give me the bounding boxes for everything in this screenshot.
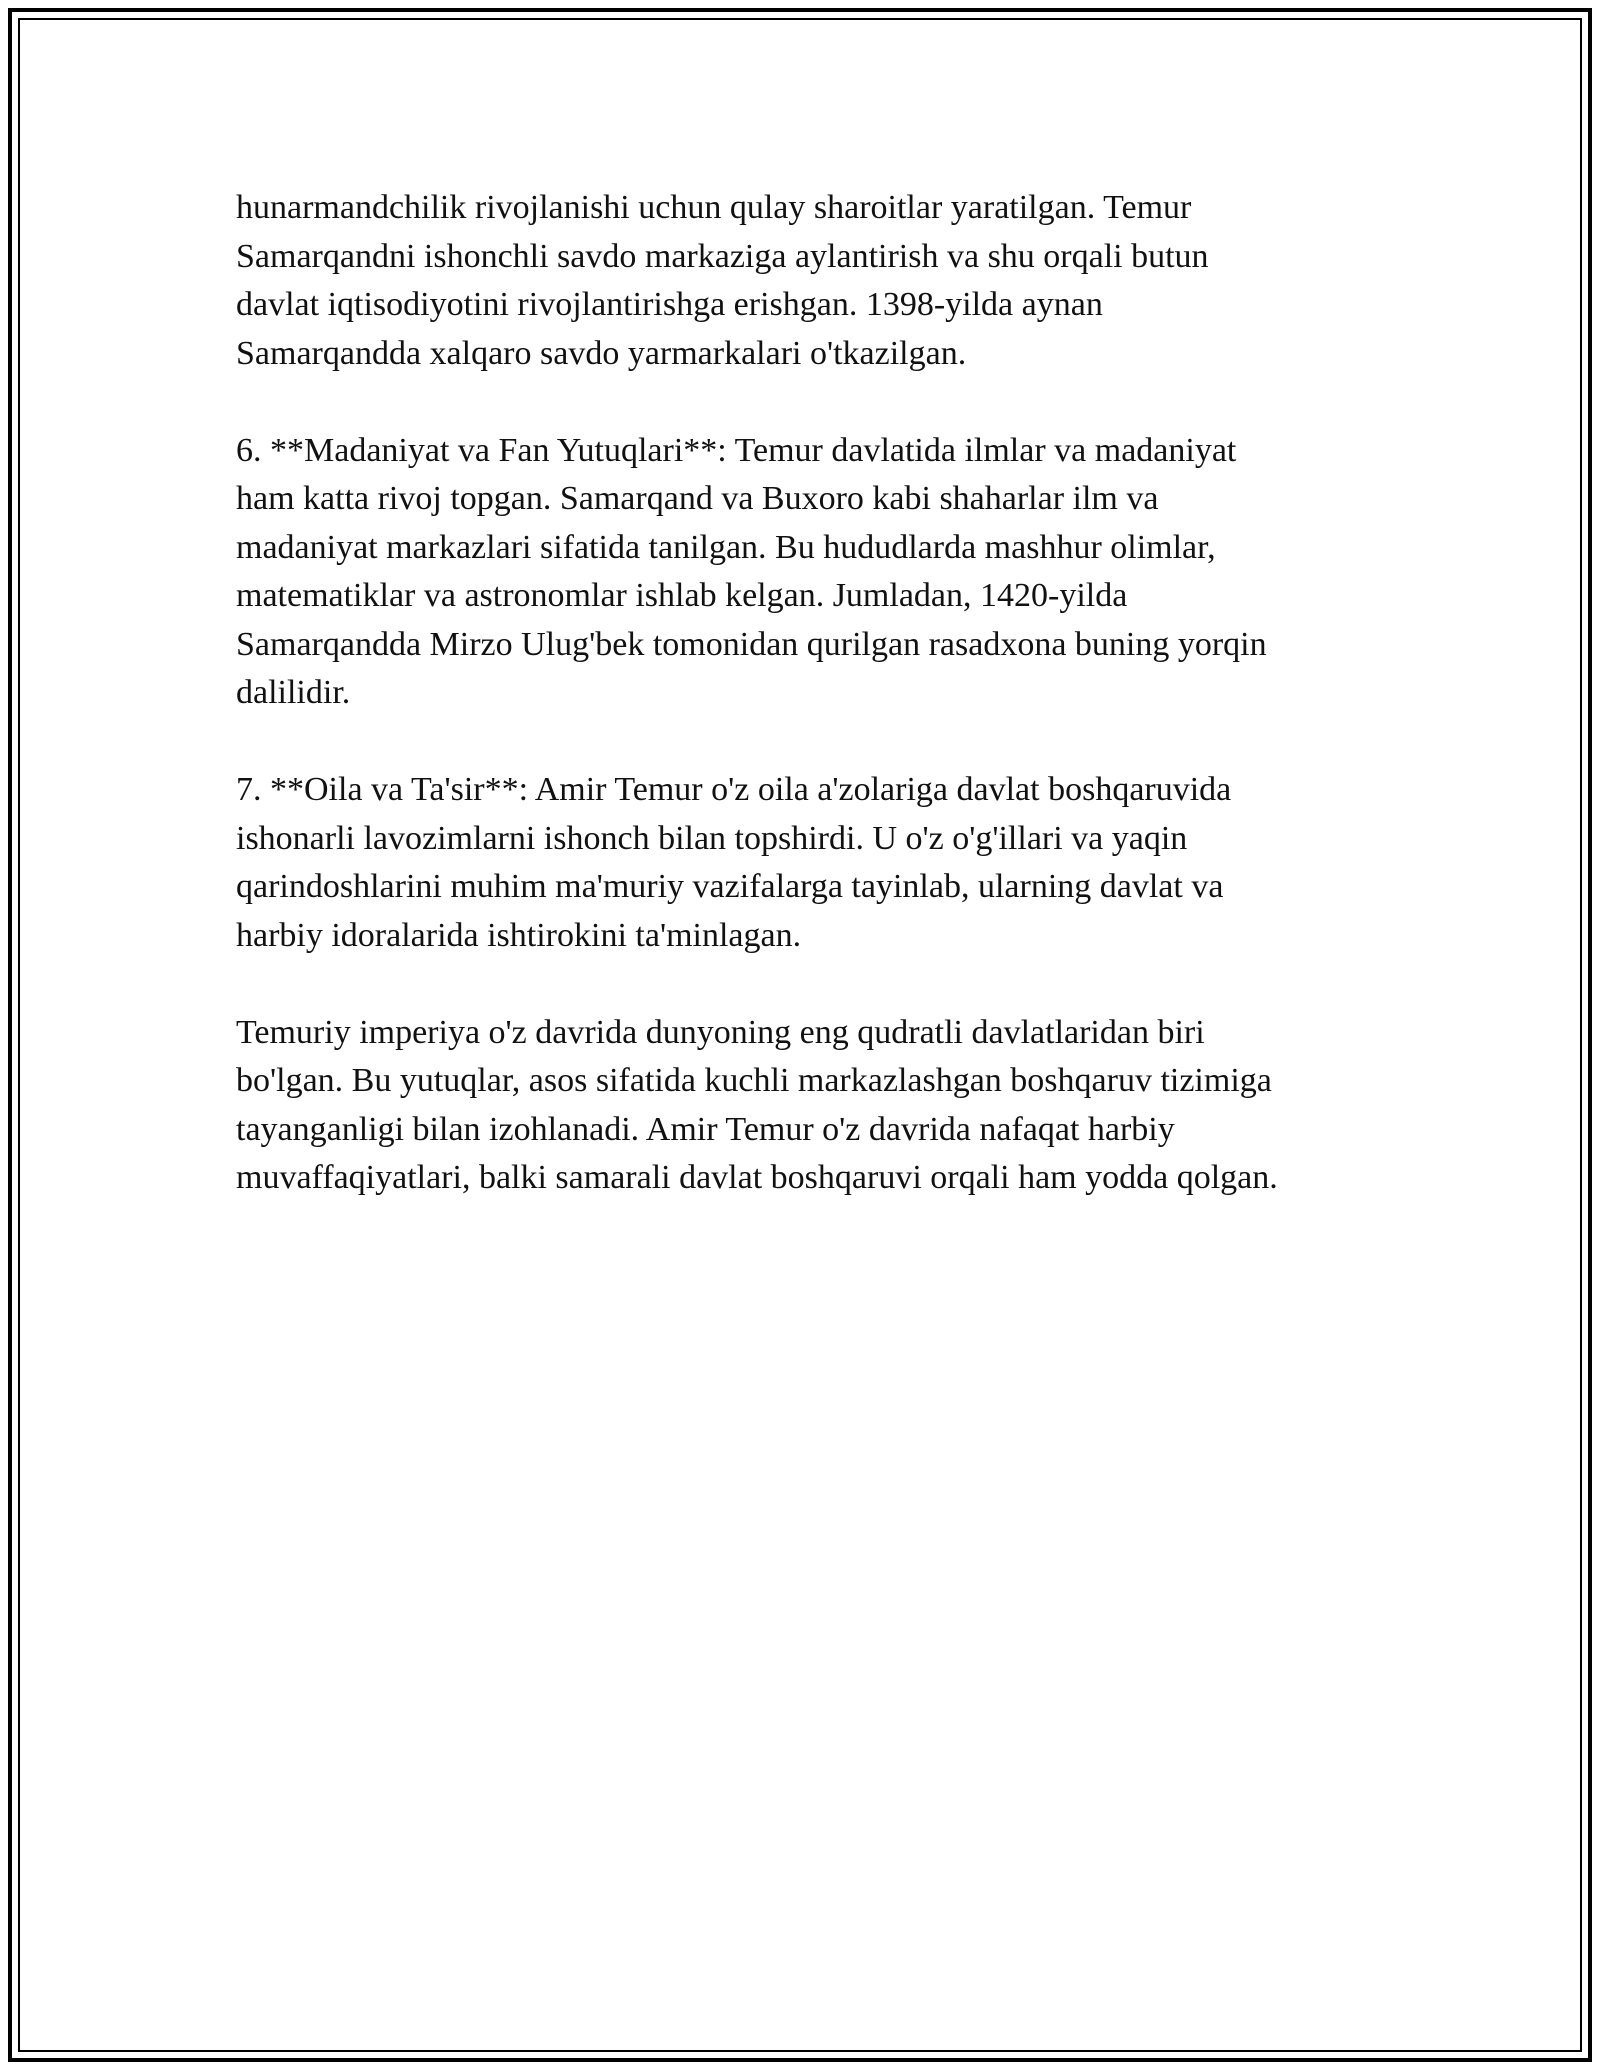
text-line: Samarqandni ishonchli savdo markaziga aylantirish va shu orqali butun xyxy=(236,237,1209,275)
paragraph-conclusion xyxy=(236,1009,1386,1203)
text-line: 6. **Madaniyat va Fan Yutuqlari**: Temur davlatida ilmlar va madaniyat xyxy=(236,431,1237,469)
paragraph-trade xyxy=(236,184,1386,378)
text-line: hunarmandchilik rivojlanishi uchun qulay sharoitlar yaratilgan. Temur xyxy=(236,189,1192,226)
document-body xyxy=(236,184,1386,1251)
text-line: ham katta rivoj topgan. Samarqand va Buxoro kabi shaharlar ilm va xyxy=(236,480,1159,517)
text-line: ishonarli lavozimlarni ishonch bilan topshirdi. U o'z o'g'illari va yaqin xyxy=(236,819,1188,857)
text-line: bo'lgan. Bu yutuqlar, asos sifatida kuchli markazlashgan boshqaruv tizimiga xyxy=(236,1062,1272,1099)
text-line: harbiy idoralarida ishtirokini ta'minlagan. xyxy=(236,916,802,954)
text-line: 7. **Oila va Ta'sir**: Amir Temur o'z oila a'zolariga davlat boshqaruvida xyxy=(236,771,1232,808)
text-line: muvaffaqiyatlari, balki samarali davlat boshqaruvi orqali ham yodda qolgan. xyxy=(236,1159,1278,1196)
text-line: Samarqandda Mirzo Ulug'bek tomonidan qurilgan rasadxona buning yorqin xyxy=(236,625,1267,663)
text-line: matematiklar va astronomlar ishlab kelgan. Jumladan, 1420-yilda xyxy=(236,577,1128,614)
paragraph-culture-science xyxy=(236,427,1386,718)
text-line: Temuriy imperiya o'z davrida dunyoning eng qudratli davlatlaridan biri xyxy=(236,1013,1205,1051)
paragraph-family-influence xyxy=(236,766,1386,960)
text-line: dalilidir. xyxy=(236,674,351,711)
text-line: tayanganligi bilan izohlanadi. Amir Temur o'z davrida nafaqat harbiy xyxy=(236,1110,1175,1148)
text-line: madaniyat markazlari sifatida tanilgan. Bu hududlarda mashhur olimlar, xyxy=(236,528,1216,566)
text-line: davlat iqtisodiyotini rivojlantirishga erishgan. 1398-yilda aynan xyxy=(236,286,1103,323)
text-line: qarindoshlarini muhim ma'muriy vazifalarga tayinlab, ularning davlat va xyxy=(236,868,1224,905)
text-line: Samarqandda xalqaro savdo yarmarkalari o'tkazilgan. xyxy=(236,334,967,372)
